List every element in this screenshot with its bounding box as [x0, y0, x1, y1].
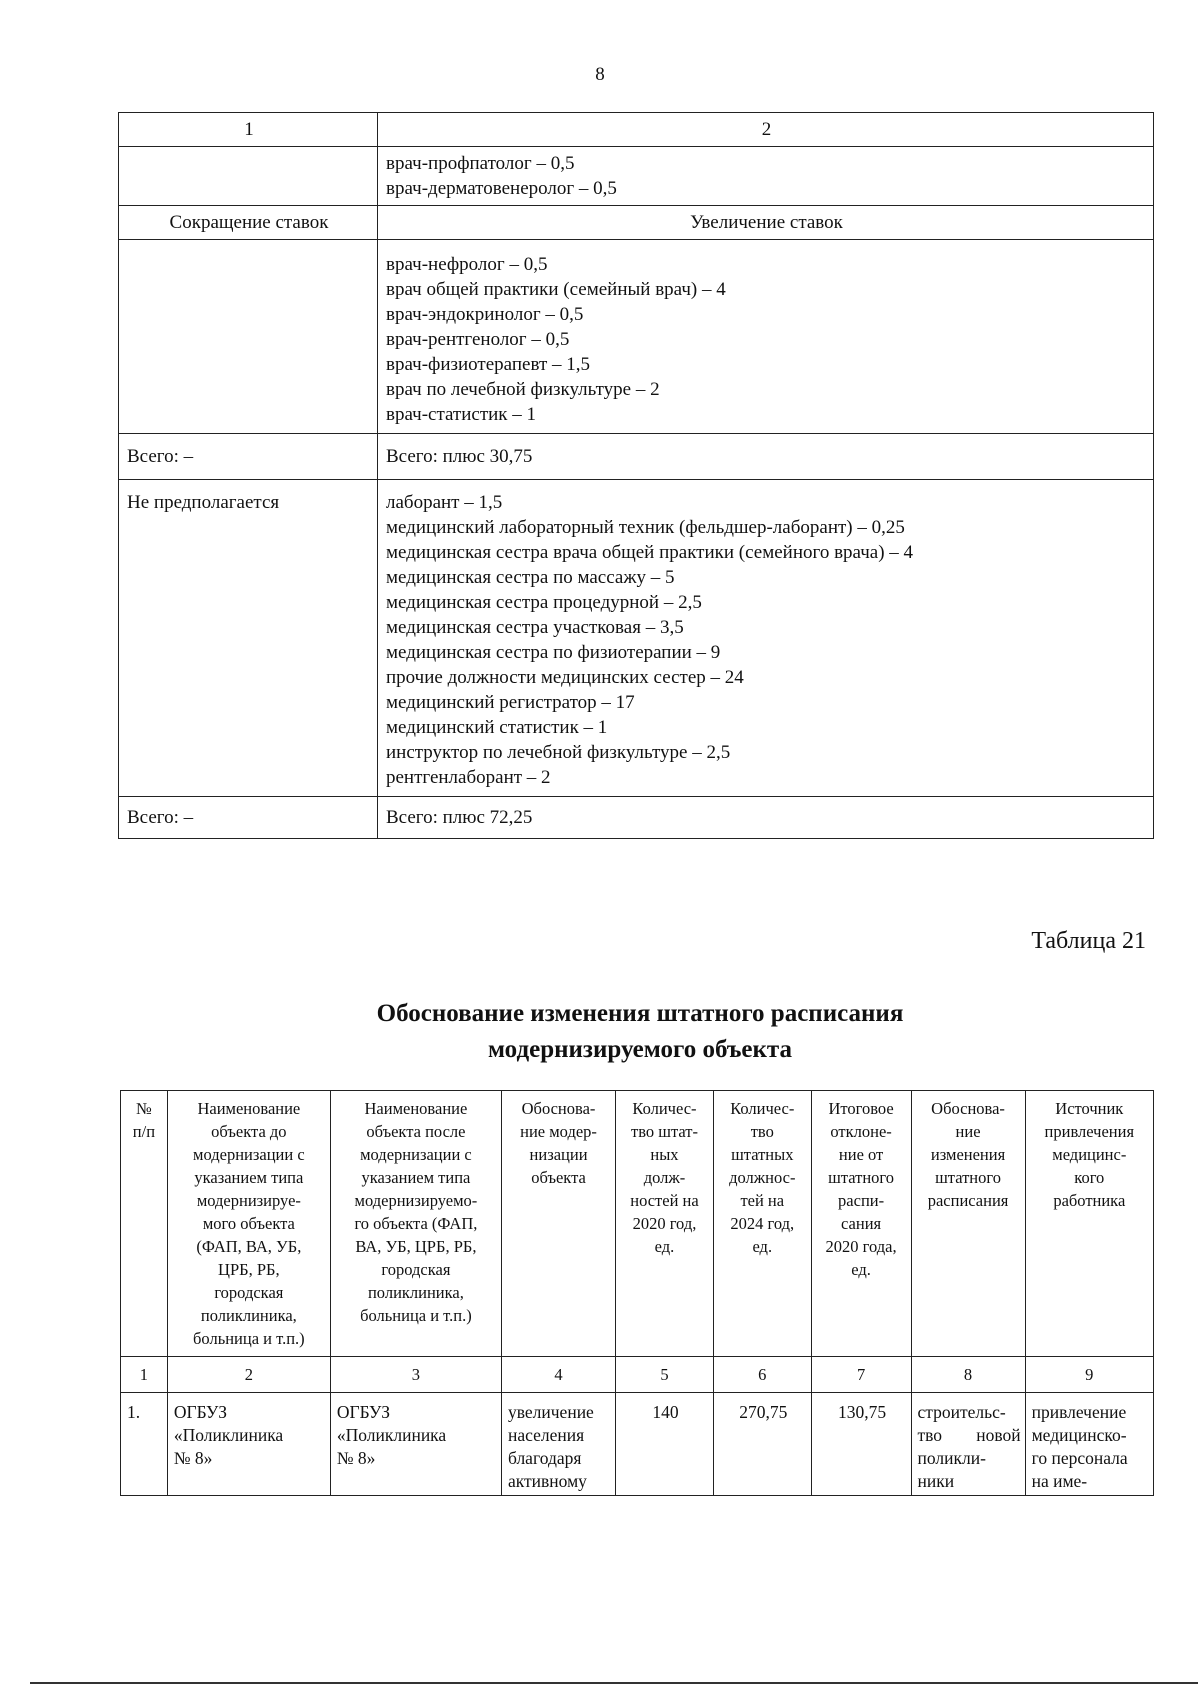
nurses-list-cell — [378, 480, 1154, 797]
list-item: врач-профпатолог – 0,5 — [386, 153, 575, 174]
column-number: 9 — [1025, 1357, 1153, 1393]
increase-header: Увеличение ставок — [378, 206, 1154, 240]
count-2020-cell: 140 — [616, 1393, 714, 1496]
column-number: 1 — [121, 1357, 168, 1393]
list-item: рентгенлаборант – 2 — [386, 767, 551, 788]
column-number: 7 — [811, 1357, 911, 1393]
empty-cell — [119, 240, 378, 434]
table-row — [119, 240, 1154, 434]
staffing-continuation-table — [118, 112, 1154, 839]
column-header-2: 2 — [378, 113, 1154, 147]
object-after-cell: ОГБУЗ «Поликлиника № 8» — [330, 1393, 501, 1496]
column-header-num: № п/п — [121, 1091, 168, 1357]
page-number: 8 — [595, 64, 605, 85]
not-planned-cell: Не предполагается — [119, 480, 378, 797]
column-header-deviation: Итоговое отклоне- ние от штатного распи- сания 2020 года, ед. — [811, 1091, 911, 1357]
column-number: 8 — [911, 1357, 1025, 1393]
column-header-modernization-reason: Обоснова- ние модер- низации объекта — [501, 1091, 615, 1357]
modernization-reason-cell: увеличение населения благодаря активному — [501, 1393, 615, 1496]
column-number: 5 — [616, 1357, 714, 1393]
list-item: прочие должности медицинских сестер – 24 — [386, 667, 744, 688]
column-number: 3 — [330, 1357, 501, 1393]
list-item: врач-физиотерапевт – 1,5 — [386, 354, 590, 375]
list-item: врач по лечебной физкультуре – 2 — [386, 379, 660, 400]
table-row — [119, 480, 1154, 797]
page-bottom-rule — [30, 1682, 1198, 1684]
table-row — [119, 147, 1154, 206]
table-row — [121, 1393, 1154, 1496]
list-item: врач общей практики (семейный врач) – 4 — [386, 279, 726, 300]
column-header-1: 1 — [119, 113, 378, 147]
empty-cell — [119, 147, 378, 206]
list-item: медицинский статистик – 1 — [386, 717, 608, 738]
total-row — [119, 434, 1154, 480]
table-header-row — [119, 113, 1154, 147]
list-item: врач-рентгенолог – 0,5 — [386, 329, 570, 350]
list-item: медицинская сестра участковая – 3,5 — [386, 617, 684, 638]
list-item: медицинский регистратор – 17 — [386, 692, 635, 713]
continuation-cell — [378, 147, 1154, 206]
column-number: 4 — [501, 1357, 615, 1393]
total-left: Всего: – — [119, 434, 378, 480]
table-label: Таблица 21 — [1031, 928, 1146, 954]
total-left: Всего: – — [119, 797, 378, 839]
count-2024-cell: 270,75 — [713, 1393, 811, 1496]
list-item: врач-дерматовенеролог – 0,5 — [386, 178, 617, 199]
object-before-cell: ОГБУЗ «Поликлиника № 8» — [167, 1393, 330, 1496]
document-title — [0, 996, 1200, 1068]
source-cell: привлечение медицинско- го персонала на име- — [1025, 1393, 1153, 1496]
list-item: лаборант – 1,5 — [386, 492, 503, 513]
reduction-header: Сокращение ставок — [119, 206, 378, 240]
list-item: инструктор по лечебной физкультуре – 2,5 — [386, 742, 731, 763]
list-item: врач-нефролог – 0,5 — [386, 254, 548, 275]
staffing-justification-table — [120, 1090, 1154, 1496]
column-number: 2 — [167, 1357, 330, 1393]
list-item: медицинская сестра по массажу – 5 — [386, 567, 675, 588]
list-item: медицинская сестра врача общей практики (семейного врача) – 4 — [386, 542, 914, 563]
list-item: врач-эндокринолог – 0,5 — [386, 304, 584, 325]
column-number-row — [121, 1357, 1154, 1393]
change-reason-cell: строительс- тво новой поликли- ники — [911, 1393, 1025, 1496]
column-header-count-2024: Количес- тво штатных должнос- тей на 2024 год, ед. — [713, 1091, 811, 1357]
list-item: медицинский лабораторный техник (фельдшер-лаборант) – 0,25 — [386, 517, 905, 538]
column-header-object-after: Наименование объекта после модернизации с указанием типа модернизируемо- го объекта (ФАП, ВА, УБ, ЦРБ, РБ, городская поликлиника, больница и т.п.) — [330, 1091, 501, 1357]
list-item: медицинская сестра процедурной – 2,5 — [386, 592, 702, 613]
list-item: врач-статистик – 1 — [386, 404, 537, 425]
deviation-cell: 130,75 — [811, 1393, 911, 1496]
column-number: 6 — [713, 1357, 811, 1393]
total-right: Всего: плюс 72,25 — [378, 797, 1154, 839]
title-line: Обоснование изменения штатного расписания — [376, 1000, 904, 1027]
table-header-row — [121, 1091, 1154, 1357]
column-header-count-2020: Количес- тво штат- ных долж- ностей на 2020 год, ед. — [616, 1091, 714, 1357]
column-header-object-before: Наименование объекта до модернизации с указанием типа модернизируе- мого объекта (ФАП, ВА, УБ, ЦРБ, РБ, городская поликлиника, больница и т.п.) — [167, 1091, 330, 1357]
column-header-change-reason: Обоснова- ние изменения штатного расписания — [911, 1091, 1025, 1357]
doctors-list-cell — [378, 240, 1154, 434]
section-header-row — [119, 206, 1154, 240]
column-header-source: Источник привлечения медицинс- кого работника — [1025, 1091, 1153, 1357]
total-right: Всего: плюс 30,75 — [378, 434, 1154, 480]
row-number: 1. — [121, 1393, 168, 1496]
total-row — [119, 797, 1154, 839]
title-line: модернизируемого объекта — [487, 1036, 792, 1063]
list-item: медицинская сестра по физиотерапии – 9 — [386, 642, 721, 663]
